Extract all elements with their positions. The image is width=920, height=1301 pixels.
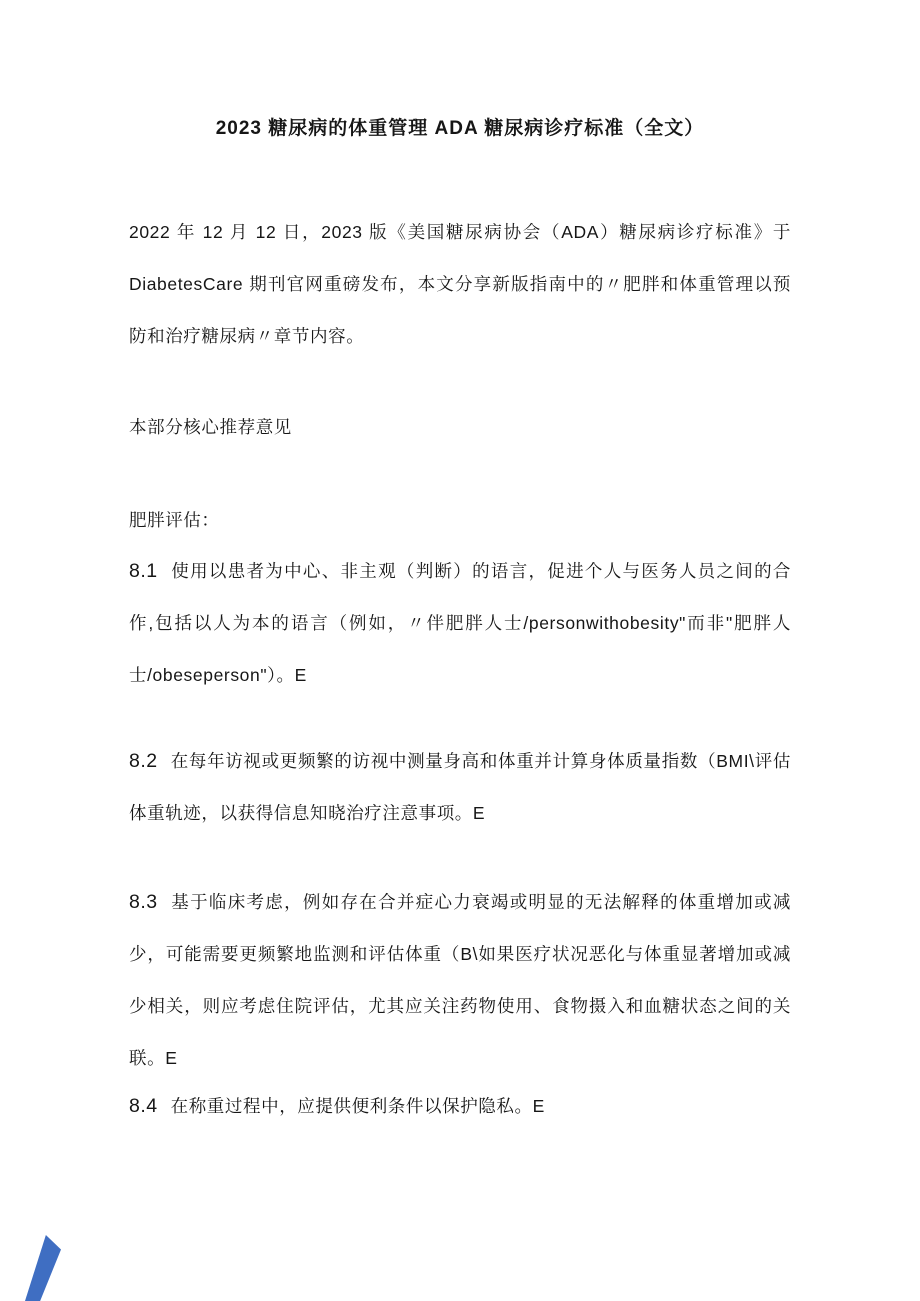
recommendation-number: 8.3 (129, 891, 158, 913)
recommendation-number: 8.1 (129, 560, 158, 582)
document-title: 2023 糖尿病的体重管理 ADA 糖尿病诊疗标准（全文） (215, 118, 705, 139)
recommendation-number: 8.4 (129, 1095, 158, 1117)
recommendation-8-2 (129, 735, 791, 839)
recommendation-text: 在称重过程中，应提供便利条件以保护隐私。E (170, 1096, 545, 1116)
intro-paragraph: 2022 年 12 月 12 日，2023 版《美国糖尿病协会（ADA）糖尿病诊疗标准》于 DiabetesCare 期刊官网重磅发布，本文分享新版指南中的〃肥胖和体重管理以预防和治疗糖尿病〃章节内容。 (129, 222, 791, 346)
core-recommendations-heading: 本部分核心推荐意见 (129, 417, 292, 437)
recommendation-text: 基于临床考虑，例如存在合并症心力衰竭或明显的无法解释的体重增加或减少，可能需要更频繁地监测和评估体重（B\如果医疗状况恶化与体重显著增加或减少相关，则应考虑住院评估，尤其应关注药物使用、食物摄入和血糖状态之间的关联。E (129, 892, 791, 1068)
recommendation-text: 使用以患者为中心、非主观（判断）的语言，促进个人与医务人员之间的合作,包括以人为本的语言（例如，〃伴肥胖人士/personwithobesity"而非"肥胖人士/obeseperson"）。E (129, 561, 791, 685)
recommendation-8-4 (129, 1080, 791, 1132)
obesity-assessment-heading: 肥胖评估： (129, 510, 220, 530)
recommendation-number: 8.2 (129, 750, 158, 772)
recommendation-8-3 (129, 876, 791, 1084)
recommendation-text: 在每年访视或更频繁的访视中测量身高和体重并计算身体质量指数（BMI\评估体重轨迹，以获得信息知晓治疗注意事项。E (129, 751, 791, 823)
page-corner-fold-graphic (25, 1235, 61, 1301)
recommendation-8-1 (129, 545, 791, 701)
